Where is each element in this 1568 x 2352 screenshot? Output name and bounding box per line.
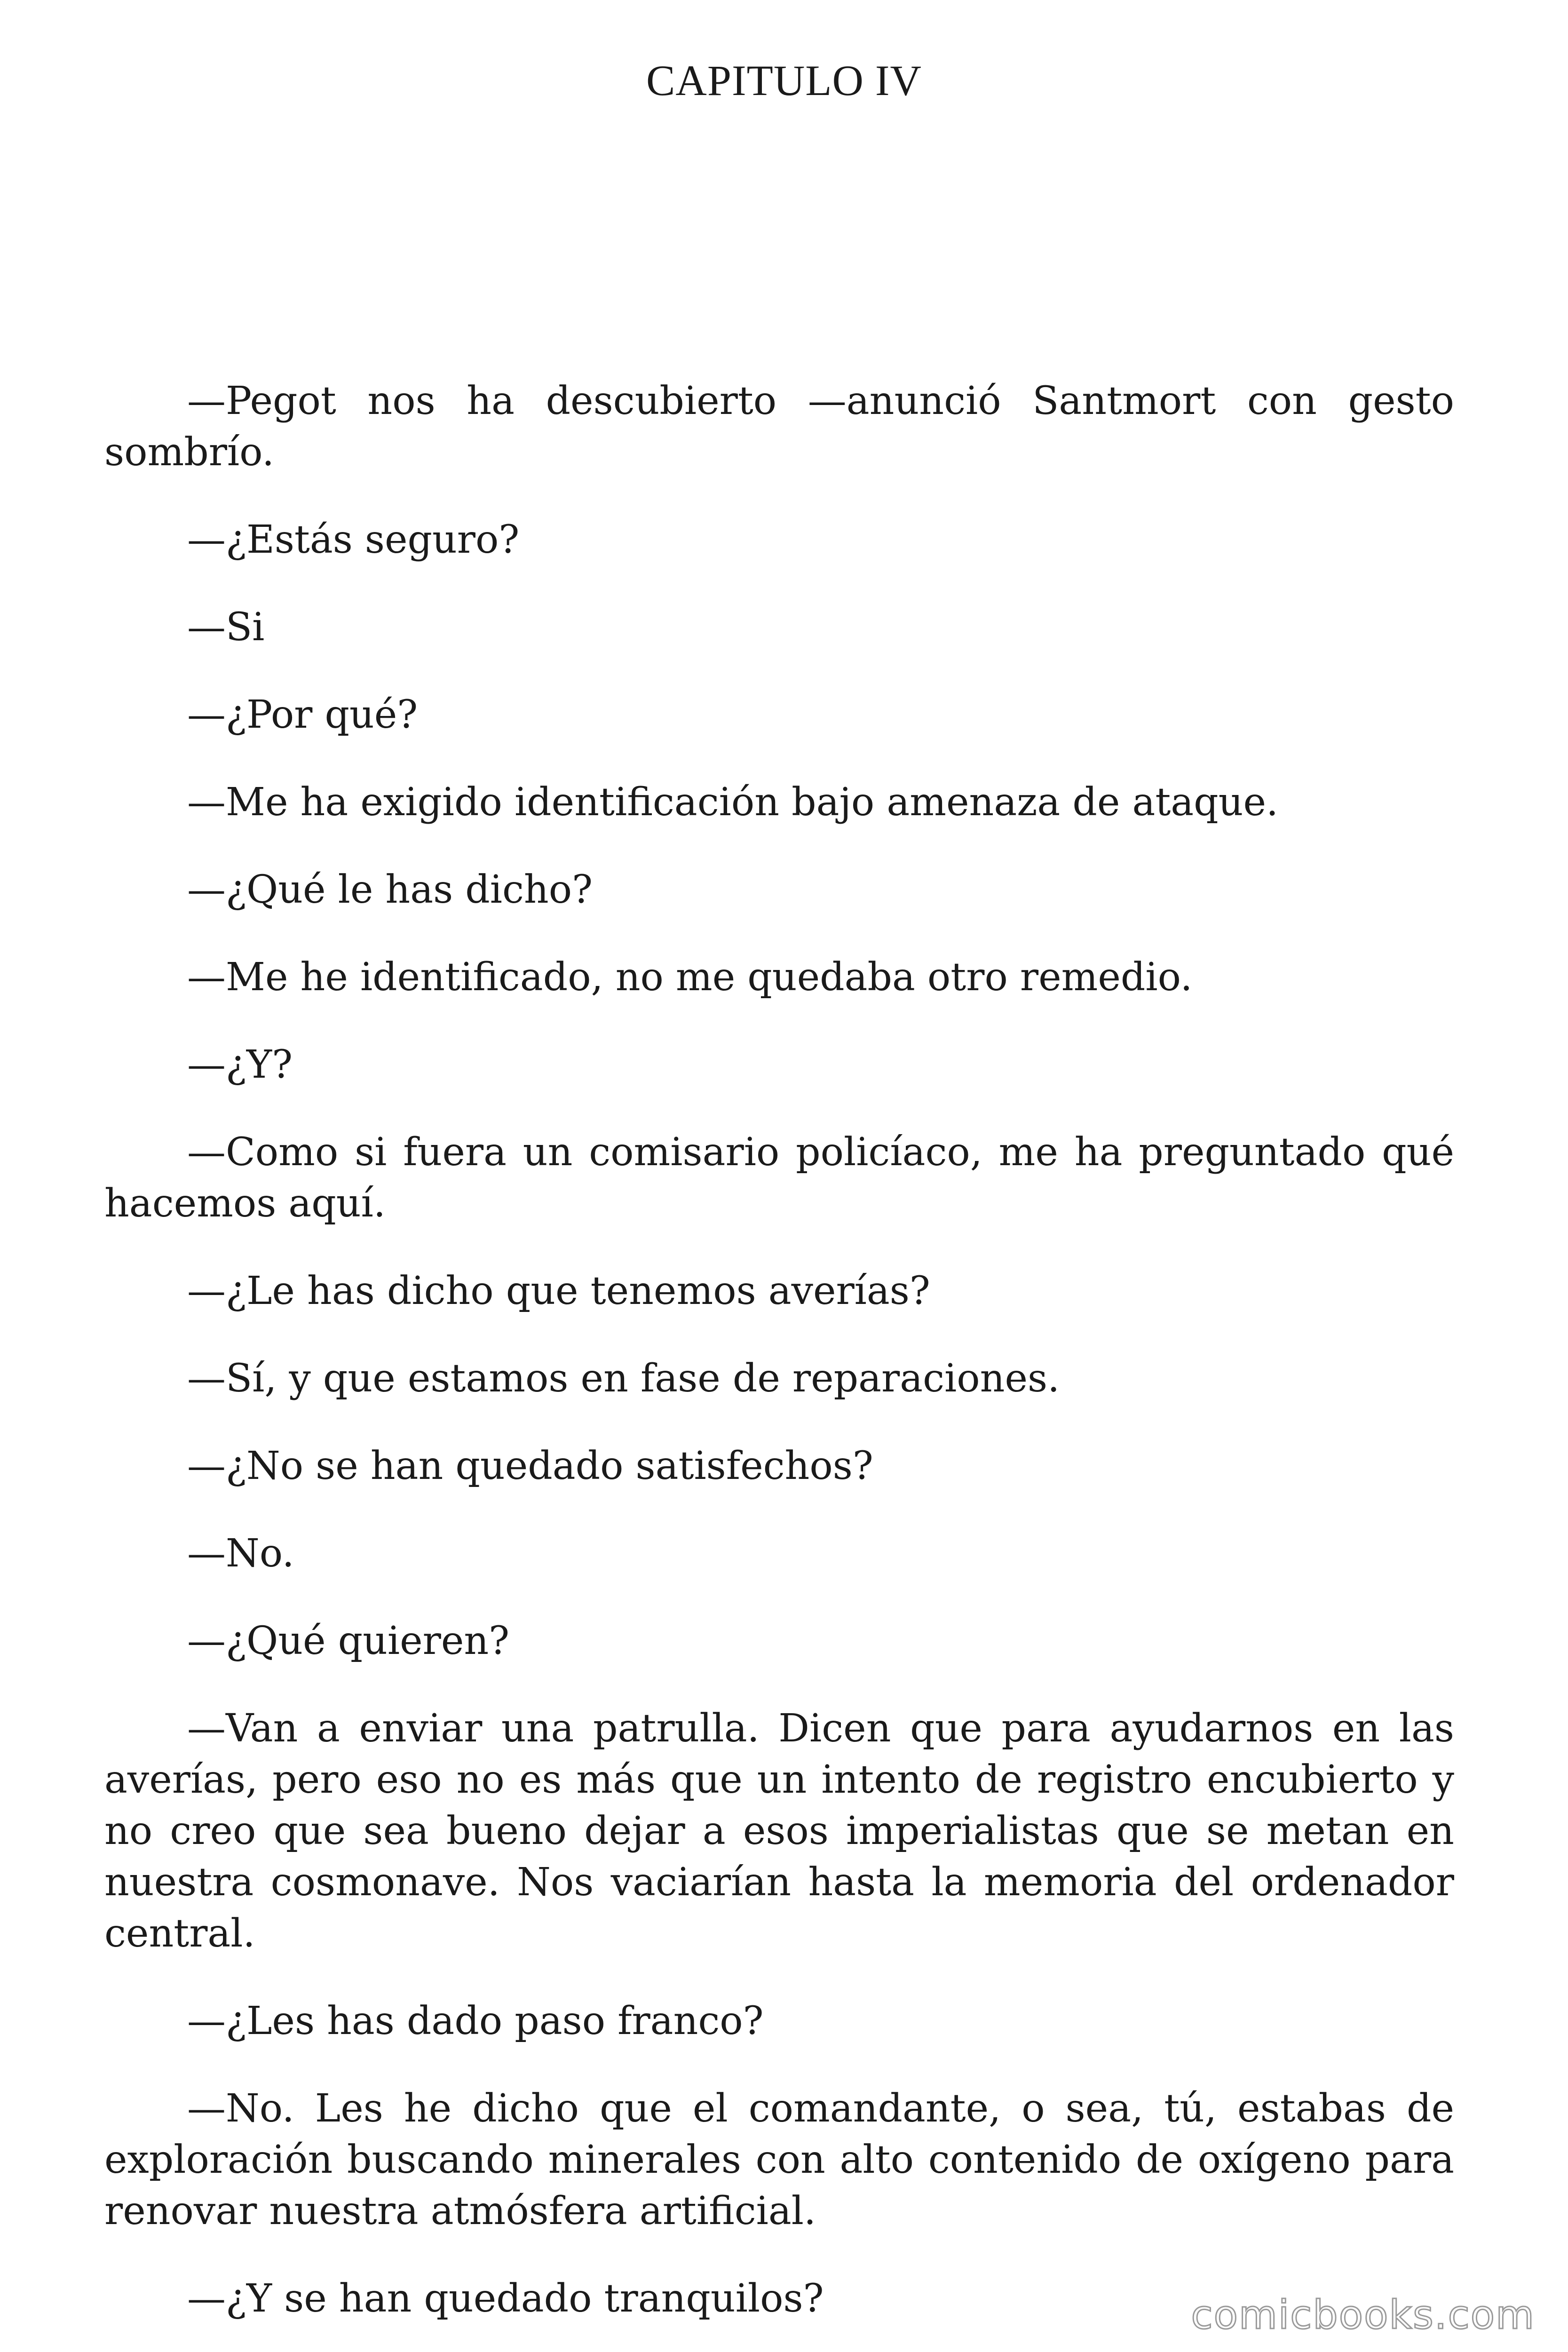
paragraph: —Pegot nos ha descubierto —anunció Santmort con gesto sombrío.: [104, 379, 1454, 475]
paragraph: —¿No se han quedado satisfechos?: [187, 1444, 873, 1488]
paragraph: —¿Les has dado paso franco?: [187, 1999, 764, 2043]
paragraph: —¿Y?: [187, 1042, 293, 1087]
paragraph: —No.: [187, 1531, 294, 1576]
paragraph: —¿Y se han quedado tranquilos?: [187, 2276, 824, 2321]
paragraph: —Me he identificado, no me quedaba otro remedio.: [187, 955, 1193, 1000]
paragraph: —No. Les he dicho que el comandante, o sea, tú, estabas de exploración buscando minerales con alto contenido de oxígeno para renovar nuestra atmósfera artificial.: [104, 2086, 1454, 2233]
paragraph: —¿Qué le has dicho?: [187, 867, 593, 912]
paragraph: —Van a enviar una patrulla. Dicen que para ayudarnos en las averías, pero eso no es más que un intento de registro encubierto y no creo que sea bueno dejar a esos imperialistas que se metan en nuestra cosmonave. Nos vaciarían hasta la memoria del ordenador central.: [104, 1706, 1454, 1956]
paragraph: —Sí, y que estamos en fase de reparaciones.: [187, 1356, 1060, 1401]
paragraph: —¿Qué quieren?: [187, 1619, 510, 1663]
paragraph: —Como si fuera un comisario policíaco, me ha preguntado qué hacemos aquí.: [104, 1130, 1454, 1226]
paragraph: —Si: [187, 605, 265, 650]
body-text: [104, 375, 1454, 2352]
paragraph: —¿Estás seguro?: [187, 517, 520, 562]
watermark: comicbooks.com: [1191, 2292, 1535, 2338]
paragraph: —¿Por qué?: [187, 692, 418, 737]
chapter-title: CAPITULO IV: [646, 56, 922, 104]
paragraph: —¿Le has dicho que tenemos averías?: [187, 1269, 930, 1313]
paragraph: —Me ha exigido identificación bajo amenaza de ataque.: [187, 780, 1279, 825]
